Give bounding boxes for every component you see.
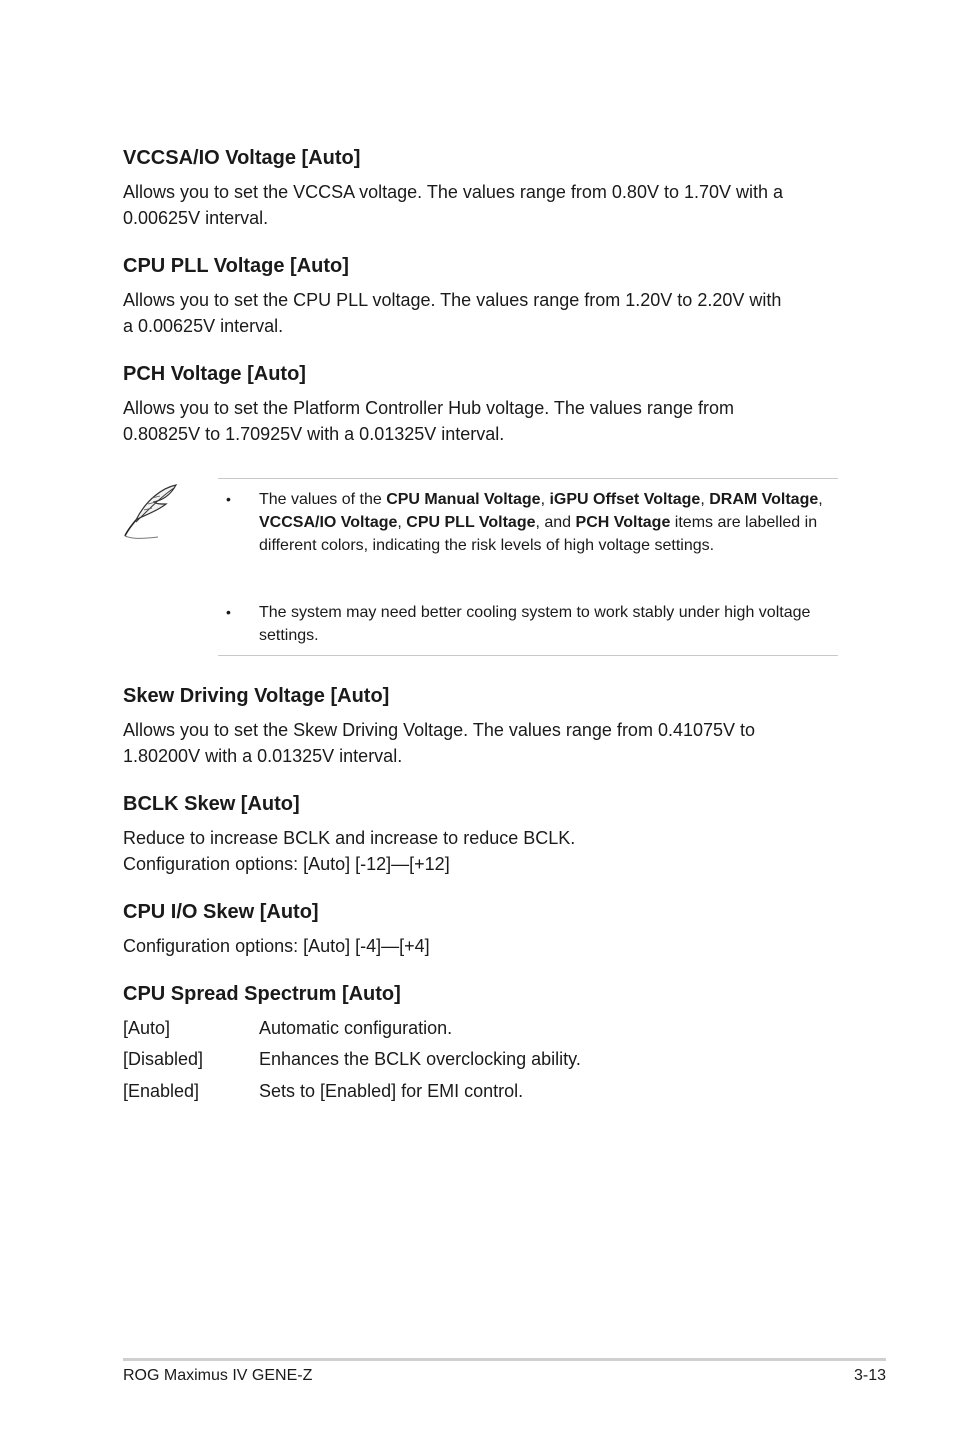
footer-page-number: 3-13 <box>853 1367 886 1384</box>
pch-voltage-description <box>123 395 843 447</box>
note-bullet-1 <box>259 488 829 557</box>
description-line: a 0.00625V interval. <box>123 316 284 336</box>
footer-divider <box>123 1358 886 1361</box>
description-line: Reduce to increase BCLK and increase to reduce BCLK. <box>123 828 576 848</box>
cpu-pll-voltage-heading: CPU PLL Voltage [Auto] <box>123 255 349 277</box>
footer-product-name: ROG Maximus IV GENE-Z <box>123 1367 313 1384</box>
note-text-run: , and <box>535 514 576 531</box>
description-line: Allows you to set the Platform Controller Hub voltage. The values range from <box>123 398 734 418</box>
note-bullet-2: The system may need better cooling system to work stably under high voltage settings. <box>259 604 811 644</box>
note-text-run: items are labelled in different colors, indicating the risk levels of high voltage settings. <box>259 514 818 554</box>
description-line: 0.80825V to 1.70925V with a 0.01325V interval. <box>123 424 505 444</box>
note-box <box>218 478 838 656</box>
description-line: Allows you to set the CPU PLL voltage. The values range from 1.20V to 2.20V with <box>123 290 782 310</box>
description-line: 0.00625V interval. <box>123 208 269 228</box>
cpu-spread-spectrum-heading: CPU Spread Spectrum [Auto] <box>123 983 401 1005</box>
option-desc-enabled: Sets to [Enabled] for EMI control. <box>259 1081 524 1101</box>
note-bold-term: CPU PLL Voltage <box>406 514 536 531</box>
note-text-run: , <box>397 514 407 531</box>
note-bold-term: PCH Voltage <box>575 514 671 531</box>
cpu-io-skew-heading: CPU I/O Skew [Auto] <box>123 901 319 923</box>
vccsa-io-voltage-description <box>123 179 843 231</box>
cpu-io-skew-description <box>123 933 843 959</box>
note-text-run: , <box>818 491 823 508</box>
description-line: Allows you to set the Skew Driving Voltage. The values range from 0.41075V to <box>123 720 756 740</box>
note-bold-term: CPU Manual Voltage <box>386 491 541 508</box>
option-key-enabled: [Enabled] <box>123 1081 200 1101</box>
vccsa-io-voltage-heading: VCCSA/IO Voltage [Auto] <box>123 147 361 169</box>
bullet-marker: • <box>226 491 231 507</box>
cpu-pll-voltage-description <box>123 287 843 339</box>
option-desc-disabled: Enhances the BCLK overclocking ability. <box>259 1049 581 1069</box>
bclk-skew-description <box>123 825 843 877</box>
skew-driving-voltage-heading: Skew Driving Voltage [Auto] <box>123 685 390 707</box>
note-text-run: , <box>700 491 710 508</box>
note-bold-term: iGPU Offset Voltage <box>549 491 701 508</box>
note-text-run: , <box>540 491 550 508</box>
description-line: Configuration options: [Auto] [-12]—[+12] <box>123 854 450 874</box>
note-bold-term: DRAM Voltage <box>709 491 819 508</box>
bclk-skew-heading: BCLK Skew [Auto] <box>123 793 300 815</box>
description-line: Allows you to set the VCCSA voltage. The values range from 0.80V to 1.70V with a <box>123 182 784 202</box>
pch-voltage-heading: PCH Voltage [Auto] <box>123 363 306 385</box>
note-text-run: The values of the <box>259 491 387 508</box>
option-desc-auto: Automatic configuration. <box>259 1018 453 1038</box>
option-key-disabled: [Disabled] <box>123 1049 204 1069</box>
note-bold-term: VCCSA/IO Voltage <box>259 514 398 531</box>
feather-pen-icon <box>122 482 180 540</box>
bullet-marker: • <box>226 604 231 620</box>
skew-driving-voltage-description <box>123 717 843 769</box>
description-line: 1.80200V with a 0.01325V interval. <box>123 746 403 766</box>
option-key-auto: [Auto] <box>123 1018 171 1038</box>
description-line: Configuration options: [Auto] [-4]—[+4] <box>123 936 430 956</box>
